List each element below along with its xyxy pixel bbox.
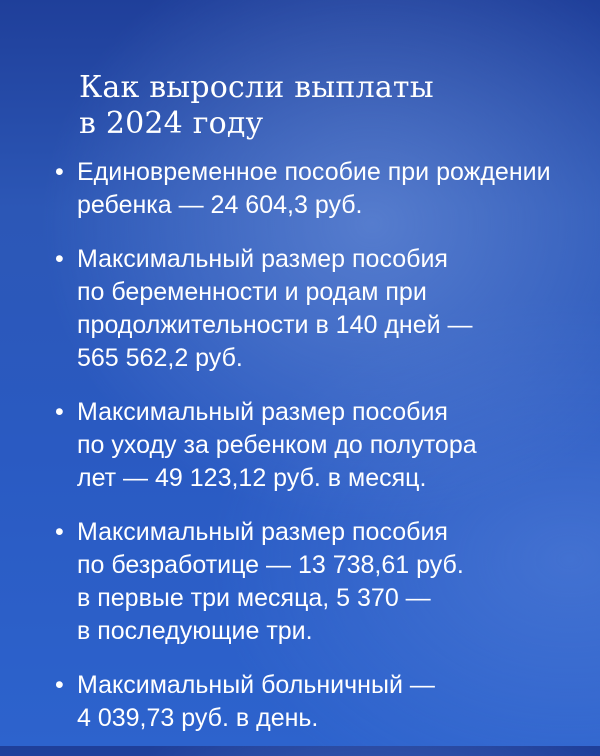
list-item-childcare-allowance (55, 396, 575, 495)
bullet-icon: • (55, 518, 64, 546)
list-item-birth-allowance (55, 156, 575, 222)
item-text-line: в первые три месяца, 5 370 — (77, 584, 431, 612)
title-line-2: в 2024 году (79, 106, 264, 141)
item-text-line: 4 039,73 руб. в день. (77, 704, 319, 732)
item-text-line: по уходу за ребенком до полутора (77, 431, 477, 459)
list-item-sick-leave (55, 669, 575, 735)
payments-list (55, 156, 575, 756)
list-item-maternity-allowance (55, 243, 575, 375)
item-text-line: по безработице — 13 738,61 руб. (77, 551, 464, 579)
item-text-line: Максимальный размер пособия (77, 245, 448, 273)
item-text-line: Максимальный размер пособия (77, 518, 448, 546)
item-text-line: Единовременное пособие при рождении (77, 158, 551, 186)
bullet-icon: • (55, 158, 64, 186)
item-text-line: Максимальный размер пособия (77, 398, 448, 426)
item-text-line: продолжительности в 140 дней — (77, 311, 473, 339)
item-text-line: в последующие три. (77, 617, 313, 645)
item-text-line: 565 562,2 руб. (77, 344, 243, 372)
bullet-icon: • (55, 398, 64, 426)
item-text-line: Максимальный больничный — (77, 671, 435, 699)
bullet-icon: • (55, 245, 64, 273)
item-text-line: лет — 49 123,12 руб. в месяц. (77, 464, 427, 492)
item-text-line: ребенка — 24 604,3 руб. (77, 191, 363, 219)
item-text-line: по беременности и родам при (77, 278, 427, 306)
page-title (79, 70, 549, 142)
title-line-1: Как выросли выплаты (79, 70, 434, 105)
list-item-unemployment-allowance (55, 516, 575, 648)
bullet-icon: • (55, 671, 64, 699)
